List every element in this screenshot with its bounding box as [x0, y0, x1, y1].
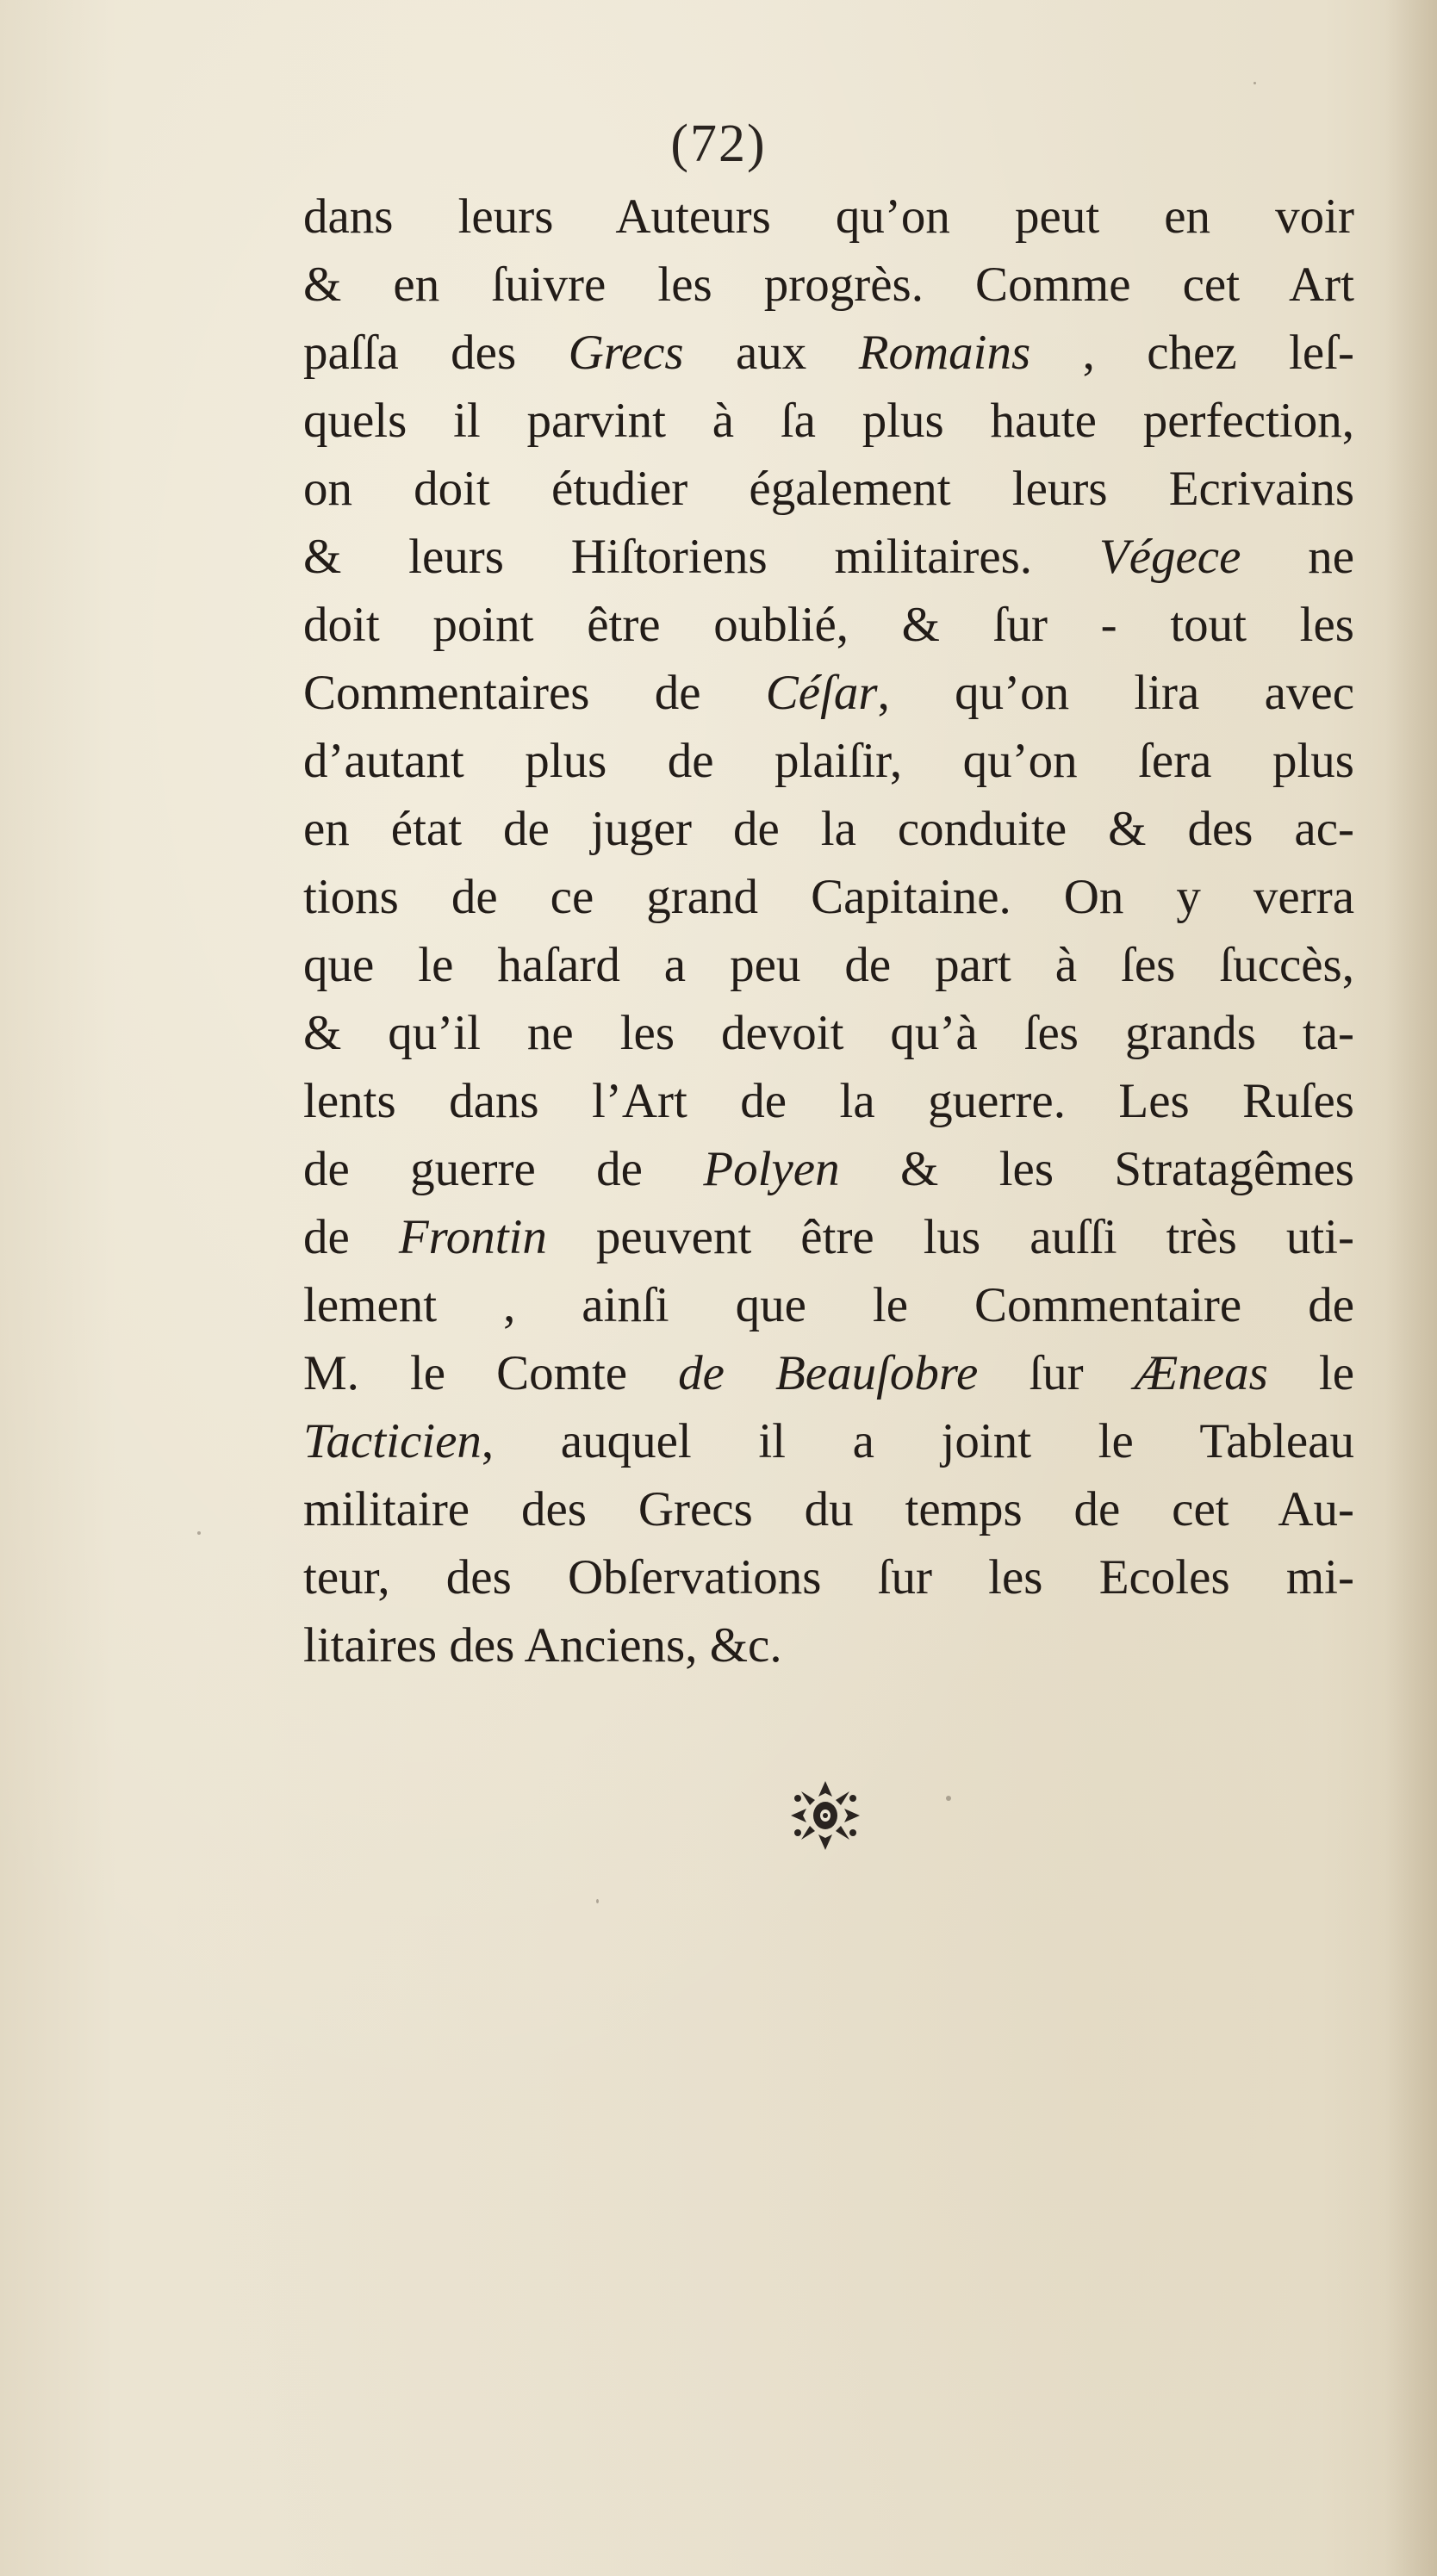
text-line — [303, 251, 1354, 319]
text-run: que le haſard a peu de part à ſes ſuccès, — [303, 938, 1354, 992]
text-line — [303, 591, 1354, 659]
text-run: & qu’il ne les devoit qu’à ſes grands ta- — [303, 1006, 1354, 1060]
text-run: en état de juger de la conduite & des ac- — [303, 802, 1354, 856]
text-line — [303, 999, 1354, 1067]
paper-speck — [197, 1531, 201, 1535]
text-line — [303, 1339, 1354, 1407]
page-edge-shadow — [1385, 0, 1437, 2576]
text-run: paſſa des — [303, 326, 569, 380]
italic-text-run: Frontin — [398, 1210, 547, 1264]
text-run: , qu’on lira avec — [877, 666, 1354, 720]
text-run: aux — [683, 326, 859, 380]
text-line — [303, 931, 1354, 999]
text-line — [303, 863, 1354, 931]
text-run: de guerre de — [303, 1142, 704, 1196]
text-run: militaire des Grecs du temps de cet Au- — [303, 1482, 1354, 1536]
text-run: le — [1267, 1346, 1355, 1400]
text-line — [303, 1611, 1354, 1679]
text-run: peuvent être lus auſſi très uti- — [546, 1210, 1354, 1264]
text-line — [303, 523, 1354, 591]
text-line — [303, 1407, 1354, 1475]
paper-speck — [1253, 82, 1256, 84]
text-run: quels il parvint à ſa plus haute perfection, — [303, 394, 1354, 448]
text-line — [303, 1271, 1354, 1339]
text-run: ſur — [978, 1346, 1135, 1400]
italic-text-run: Grecs — [568, 326, 684, 380]
text-line — [303, 1543, 1354, 1611]
text-line — [303, 659, 1354, 727]
text-line — [303, 1067, 1354, 1135]
text-run: & en ſuivre les progrès. Comme cet Art — [303, 258, 1354, 312]
text-run: , auquel il a joint le Tableau — [481, 1414, 1354, 1468]
text-run: & leurs Hiſtoriens militaires. — [303, 530, 1099, 584]
italic-text-run: Végece — [1098, 530, 1241, 584]
fleuron-ornament-icon — [782, 1772, 868, 1859]
text-line — [303, 1135, 1354, 1203]
text-line — [303, 319, 1354, 387]
text-line — [303, 1203, 1354, 1271]
body-text — [303, 183, 1354, 1679]
text-line — [303, 1475, 1354, 1543]
page-number: (72) — [670, 115, 767, 173]
text-run: d’autant plus de plaiſir, qu’on ſera plus — [303, 734, 1354, 788]
text-run: litaires des Anciens, &c. — [303, 1618, 782, 1673]
paper-speck — [596, 1899, 599, 1903]
text-run: lents dans l’Art de la guerre. Les Ruſes — [303, 1074, 1354, 1128]
text-line — [303, 455, 1354, 523]
text-run: teur, des Obſervations ſur les Ecoles mi- — [303, 1550, 1354, 1605]
italic-text-run: de Beauſobre — [678, 1346, 979, 1400]
text-run: ne — [1241, 530, 1354, 584]
text-line — [303, 387, 1354, 455]
text-line — [303, 795, 1354, 863]
italic-text-run: Æneas — [1134, 1346, 1268, 1400]
text-run: Commentaires de — [303, 666, 766, 720]
paper-speck — [946, 1796, 951, 1801]
text-run: & les Stratagêmes — [839, 1142, 1354, 1196]
italic-text-run: Tacticien — [303, 1414, 482, 1468]
text-run: de — [303, 1210, 399, 1264]
text-run: lement , ainſi que le Commentaire de — [303, 1278, 1354, 1332]
italic-text-run: Polyen — [703, 1142, 840, 1196]
text-line — [303, 183, 1354, 251]
text-run: M. le Comte — [303, 1346, 679, 1400]
text-line — [303, 727, 1354, 795]
text-run: doit point être oublié, & ſur - tout les — [303, 598, 1354, 652]
text-run: tions de ce grand Capitaine. On y verra — [303, 870, 1354, 924]
text-run: on doit étudier également leurs Ecrivains — [303, 462, 1354, 516]
text-run: , chez leſ- — [1030, 326, 1354, 380]
text-run: dans leurs Auteurs qu’on peut en voir — [303, 189, 1354, 244]
italic-text-run: Romains — [858, 326, 1031, 380]
italic-text-run: Céſar — [765, 666, 878, 720]
